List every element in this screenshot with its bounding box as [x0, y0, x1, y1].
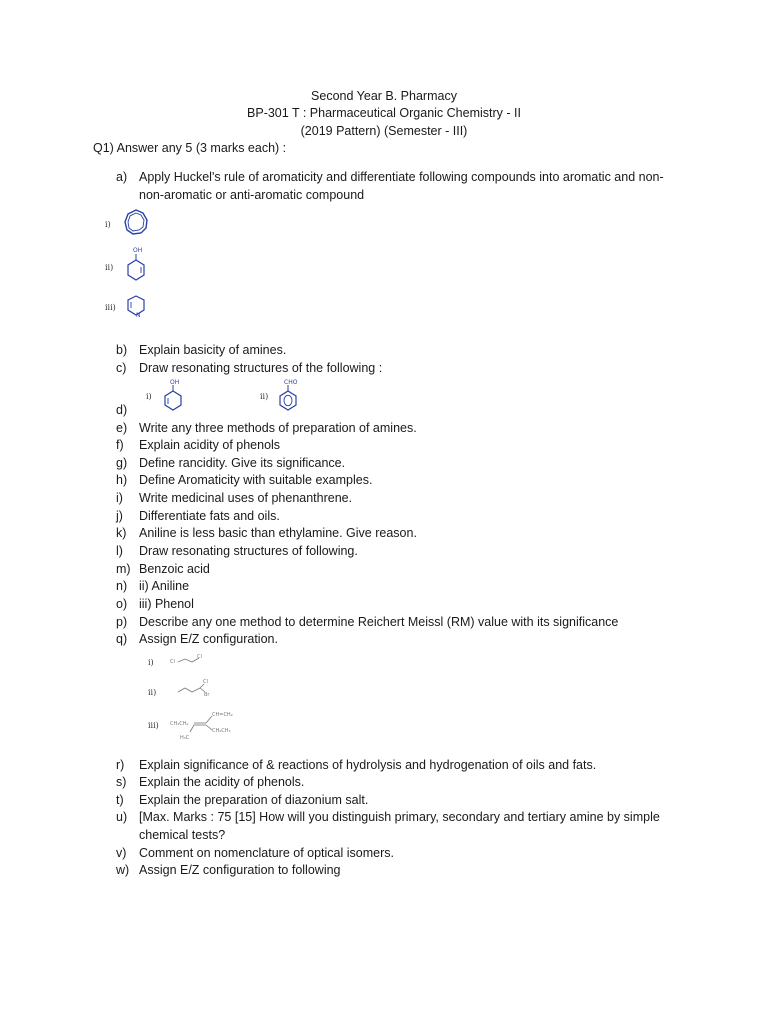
item-text: Apply Huckel's rule of aromaticity and differentiate following compounds into aromatic and non-non-aromatic or anti-aromatic compound — [139, 170, 664, 202]
item-label: o) — [116, 597, 128, 611]
item-label: v) — [116, 846, 127, 860]
item-label: l) — [116, 544, 123, 558]
item-text: [Max. Marks : 75 [15] How will you distinguish primary, secondary and tertiary amine by simple chemical tests? — [139, 810, 660, 842]
item-text: Differentiate fats and oils. — [139, 509, 280, 523]
fig-c-aromatic-circle — [284, 395, 292, 405]
item-text: ii) Aniline — [139, 579, 190, 593]
doc-title-line3: (2019 Pattern) (Semester - III) — [300, 124, 468, 138]
fig-q-chain-ii — [178, 688, 200, 692]
item-text: Explain basicity of amines. — [139, 343, 287, 357]
fig-q-cl2: Cl — [197, 654, 202, 660]
item-text: Assign E/Z configuration. — [139, 632, 278, 646]
fig-q-label-ii: ii) — [148, 688, 157, 697]
item-text: Define rancidity. Give its significance. — [139, 456, 346, 470]
fig-a-label-iii: iii) — [105, 303, 116, 312]
item-text: iii) Phenol — [139, 597, 194, 611]
fig-a-oh-label: OH — [133, 247, 143, 254]
fig-c-label-i: i) — [146, 392, 152, 401]
fig-q-ch3ch2: CH₃CH₂ — [170, 721, 189, 727]
item-text: Describe any one method to determine Reichert Meissl (RM) value with its significance — [139, 615, 619, 629]
fig-c-phenol-ring — [165, 391, 181, 410]
fig-q-label-iii: iii) — [148, 721, 159, 730]
cyclooctatetraene-inner — [128, 213, 144, 231]
fig-q-br: Br — [204, 692, 210, 698]
item-label: u) — [116, 810, 128, 824]
fig-c-oh-label: OH — [170, 379, 180, 386]
fig-a-label-ii: ii) — [105, 263, 114, 272]
item-label: e) — [116, 421, 128, 435]
item-label: m) — [116, 562, 131, 576]
item-text: Draw resonating structures of the following : — [139, 361, 383, 375]
item-label: b) — [116, 343, 128, 357]
item-text: Draw resonating structures of following. — [139, 544, 358, 558]
item-text: Write medicinal uses of phenanthrene. — [139, 491, 353, 505]
doc-title-line2: BP-301 T : Pharmaceutical Organic Chemistry - II — [247, 106, 521, 120]
item-label: a) — [116, 170, 128, 184]
item-label: t) — [116, 793, 124, 807]
question-heading: Q1) Answer any 5 (3 marks each) : — [93, 141, 287, 155]
item-label: h) — [116, 473, 128, 487]
item-text: Explain significance of & reactions of hydrolysis and hydrogenation of oils and fats. — [139, 758, 597, 772]
item-label: q) — [116, 632, 128, 646]
fig-c-benzaldehyde-ring — [280, 391, 296, 410]
item-text: Comment on nomenclature of optical isomers. — [139, 846, 394, 860]
phenol-ring — [128, 260, 144, 280]
item-label: g) — [116, 456, 128, 470]
item-label: r) — [116, 758, 125, 772]
fig-c-label-ii: ii) — [260, 392, 269, 401]
item-label: p) — [116, 615, 128, 629]
fig-a-label-i: i) — [105, 220, 111, 229]
doc-title-line1: Second Year B. Pharmacy — [311, 89, 457, 103]
figure-aromatic-compounds — [100, 204, 160, 324]
item-label: j) — [116, 509, 123, 523]
item-label: n) — [116, 579, 128, 593]
fig-q-bond-iii-c — [190, 725, 194, 732]
fig-a-n-label: N — [136, 312, 141, 319]
item-text: Define Aromaticity with suitable examples. — [139, 473, 373, 487]
item-label: c) — [116, 361, 127, 375]
item-text: Explain acidity of phenols — [139, 438, 281, 452]
item-label: d) — [116, 403, 128, 417]
figure-resonance-compounds — [140, 376, 310, 414]
fig-q-ch2ch3: CH=CH₂ — [212, 712, 233, 718]
fig-c-structures — [140, 376, 310, 414]
fig-a-structures — [100, 204, 160, 324]
item-text: Write any three methods of preparation of amines. — [139, 421, 417, 435]
item-text: Benzoic acid — [139, 562, 210, 576]
fig-q-ch2ch3b: CH₂CH₃ — [212, 728, 231, 734]
item-label: w) — [116, 863, 130, 877]
fig-q-cl3: Cl — [203, 679, 208, 685]
item-text: Explain the acidity of phenols. — [139, 775, 305, 789]
item-label: f) — [116, 438, 124, 452]
item-label: s) — [116, 775, 127, 789]
fig-q-label-i: i) — [148, 658, 154, 667]
fig-q-cl1: Cl — [170, 659, 175, 665]
fig-q-structures — [140, 650, 260, 746]
fig-c-cho-label: CHO — [284, 379, 298, 386]
item-label: i) — [116, 491, 123, 505]
item-label: k) — [116, 526, 127, 540]
item-text: Explain the preparation of diazonium salt. — [139, 793, 369, 807]
figure-ez-configuration — [140, 650, 260, 746]
fig-q-chain-i — [178, 658, 199, 662]
item-text: Assign E/Z configuration to following — [139, 863, 341, 877]
item-text: Aniline is less basic than ethylamine. Give reason. — [139, 526, 417, 540]
fig-q-h3c: H₃C — [180, 735, 190, 741]
